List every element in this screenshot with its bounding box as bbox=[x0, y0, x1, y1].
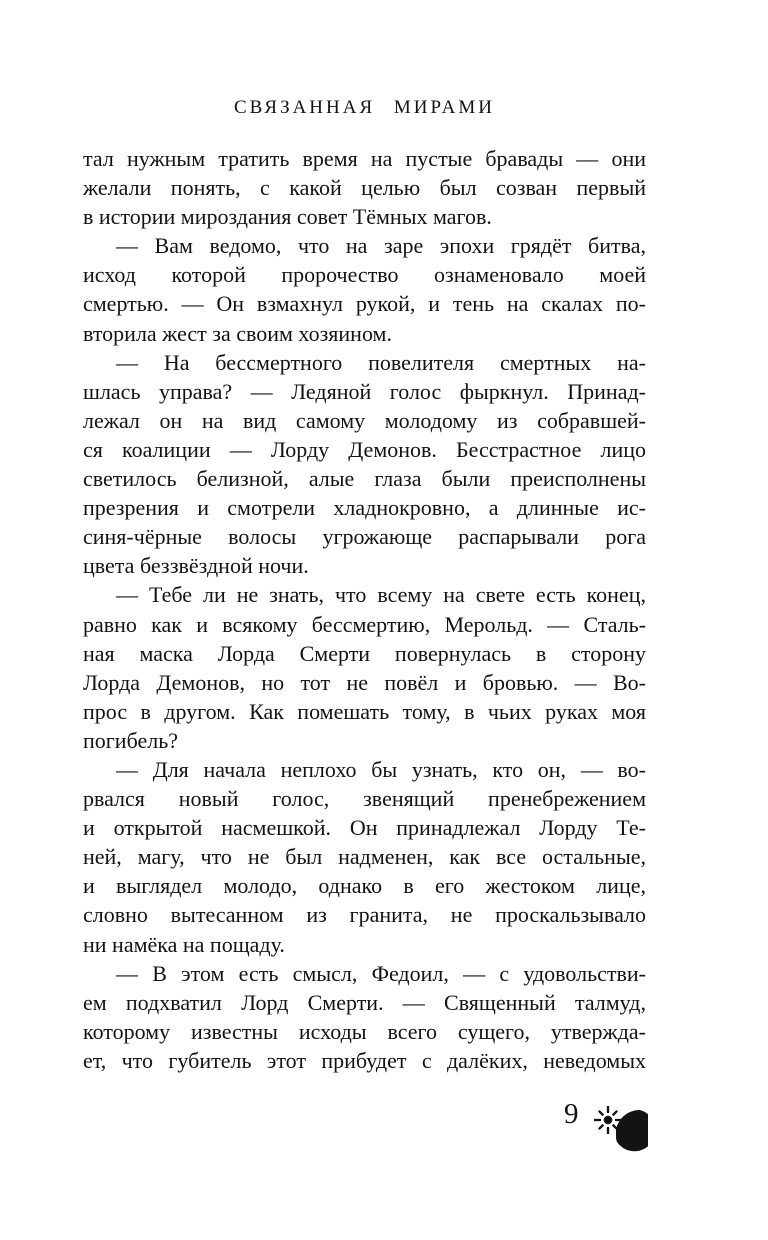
text-line: шлась управа? — Ледяной голос фыркнул. Принад- bbox=[83, 378, 646, 404]
text-line: исход которой пророчество ознаменовало моей bbox=[83, 262, 646, 288]
text-line: синя-чёрные волосы угрожающе распарывали рога bbox=[83, 524, 646, 550]
paragraph bbox=[83, 755, 646, 959]
running-header: СВЯЗАННАЯ МИРАМИ bbox=[234, 97, 495, 118]
paragraph bbox=[83, 348, 646, 581]
text-line: и выглядел молодо, однако в его жестоком лице, bbox=[83, 873, 646, 899]
text-line: — В этом есть смысл, Федоил, — с удовольстви- bbox=[116, 960, 646, 986]
text-line: лежал он на вид самому молодому из собравшей- bbox=[83, 407, 646, 433]
text-line: тал нужным тратить время на пустые бравады — они bbox=[83, 146, 646, 171]
text-line: — Тебе ли не знать, что всему на свете есть конец, bbox=[116, 582, 646, 608]
text-line: цвета беззвёздной ночи. bbox=[83, 553, 309, 579]
text-line: презрения и смотрели хладнокровно, а длинные ис- bbox=[83, 495, 646, 521]
body-text bbox=[83, 144, 646, 1075]
text-line: рвался новый голос, звенящий пренебрежением bbox=[83, 786, 646, 812]
text-line: вторила жест за своим хозяином. bbox=[83, 320, 392, 346]
paragraph bbox=[83, 144, 646, 231]
text-line: — Для начала неплохо бы узнать, кто он, — во- bbox=[116, 756, 646, 782]
text-line: и открытой насмешкой. Он принадлежал Лорду Те- bbox=[83, 815, 646, 841]
text-line: Лорда Демонов, но тот не повёл и бровью. — Во- bbox=[83, 669, 646, 695]
text-line: в истории мироздания совет Тёмных магов. bbox=[83, 204, 492, 230]
text-line: ем подхватил Лорд Смерти. — Священный талмуд, bbox=[83, 989, 646, 1015]
text-line: ни намёка на пощаду. bbox=[83, 931, 285, 957]
paragraph bbox=[83, 231, 646, 347]
paragraph bbox=[83, 959, 646, 1075]
text-line: словно вытесанном из гранита, не проскальзывало bbox=[83, 902, 646, 928]
text-line: — На бессмертного повелителя смертных на- bbox=[116, 349, 646, 375]
text-line: ней, магу, что не был надменен, как все остальные, bbox=[83, 844, 646, 870]
text-line: смертью. — Он взмахнул рукой, и тень на скалах по- bbox=[83, 291, 646, 317]
text-line: которому известны исходы всего сущего, утвержда- bbox=[83, 1018, 646, 1044]
text-line: погибель? bbox=[83, 727, 179, 753]
page-number: 9 bbox=[564, 1098, 579, 1130]
text-line: равно как и всякому бессмертию, Мерольд. — Сталь- bbox=[83, 611, 646, 637]
text-line: ная маска Лорда Смерти повернулась в сторону bbox=[83, 640, 646, 666]
text-line: ся коалиции — Лорду Демонов. Бесстрастное лицо bbox=[83, 436, 646, 462]
text-line: желали понять, с какой целью был созван первый bbox=[83, 175, 646, 201]
text-line: ет, что губитель этот прибудет с далёких, неведомых bbox=[83, 1047, 646, 1073]
paragraph bbox=[83, 580, 646, 755]
crescent-moon-icon bbox=[616, 1108, 648, 1154]
text-line: светилось белизной, алые глаза были преисполнены bbox=[83, 466, 646, 492]
text-line: прос в другом. Как помешать тому, в чьих руках моя bbox=[83, 698, 646, 724]
text-line: — Вам ведомо, что на заре эпохи грядёт битва, bbox=[116, 233, 646, 259]
